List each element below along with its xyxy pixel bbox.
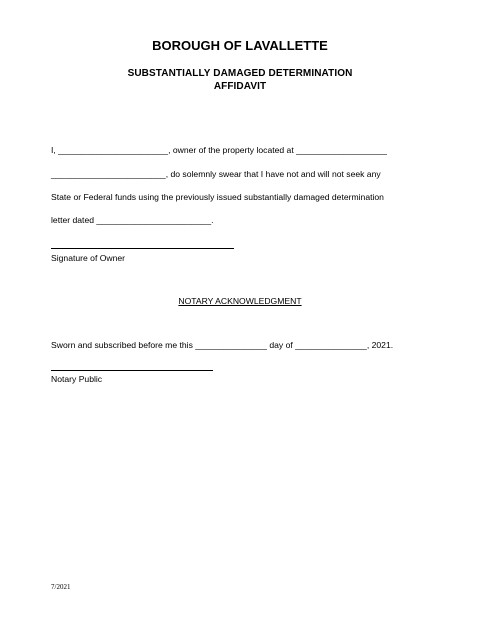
footer-date: 7/2021 xyxy=(51,583,71,591)
document-subtitle-affidavit: AFFIDAVIT xyxy=(213,81,267,92)
notary-public-label: Notary Public xyxy=(51,374,103,384)
notary-signature-line xyxy=(51,370,213,371)
document-subtitle: SUBSTANTIALLY DAMAGED DETERMINATION xyxy=(127,68,353,79)
owner-signature-line xyxy=(51,248,234,249)
affidavit-line-3: State or Federal funds using the previously issued substantially damaged determination xyxy=(51,192,384,202)
document-title: BOROUGH OF LAVALLETTE xyxy=(152,38,328,53)
notary-heading: NOTARY ACKNOWLEDGMENT xyxy=(178,296,302,306)
notary-sworn-text: Sworn and subscribed before me this _______________ day of _______________, 2021. xyxy=(51,340,394,350)
affidavit-line-2: ________________________, do solemnly swear that I have not and will not seek any xyxy=(51,169,381,179)
affidavit-line-1: I, _______________________, owner of the property located at ___________________ xyxy=(51,145,387,155)
affidavit-line-4: letter dated ________________________. xyxy=(51,215,214,225)
owner-signature-label: Signature of Owner xyxy=(51,253,126,263)
